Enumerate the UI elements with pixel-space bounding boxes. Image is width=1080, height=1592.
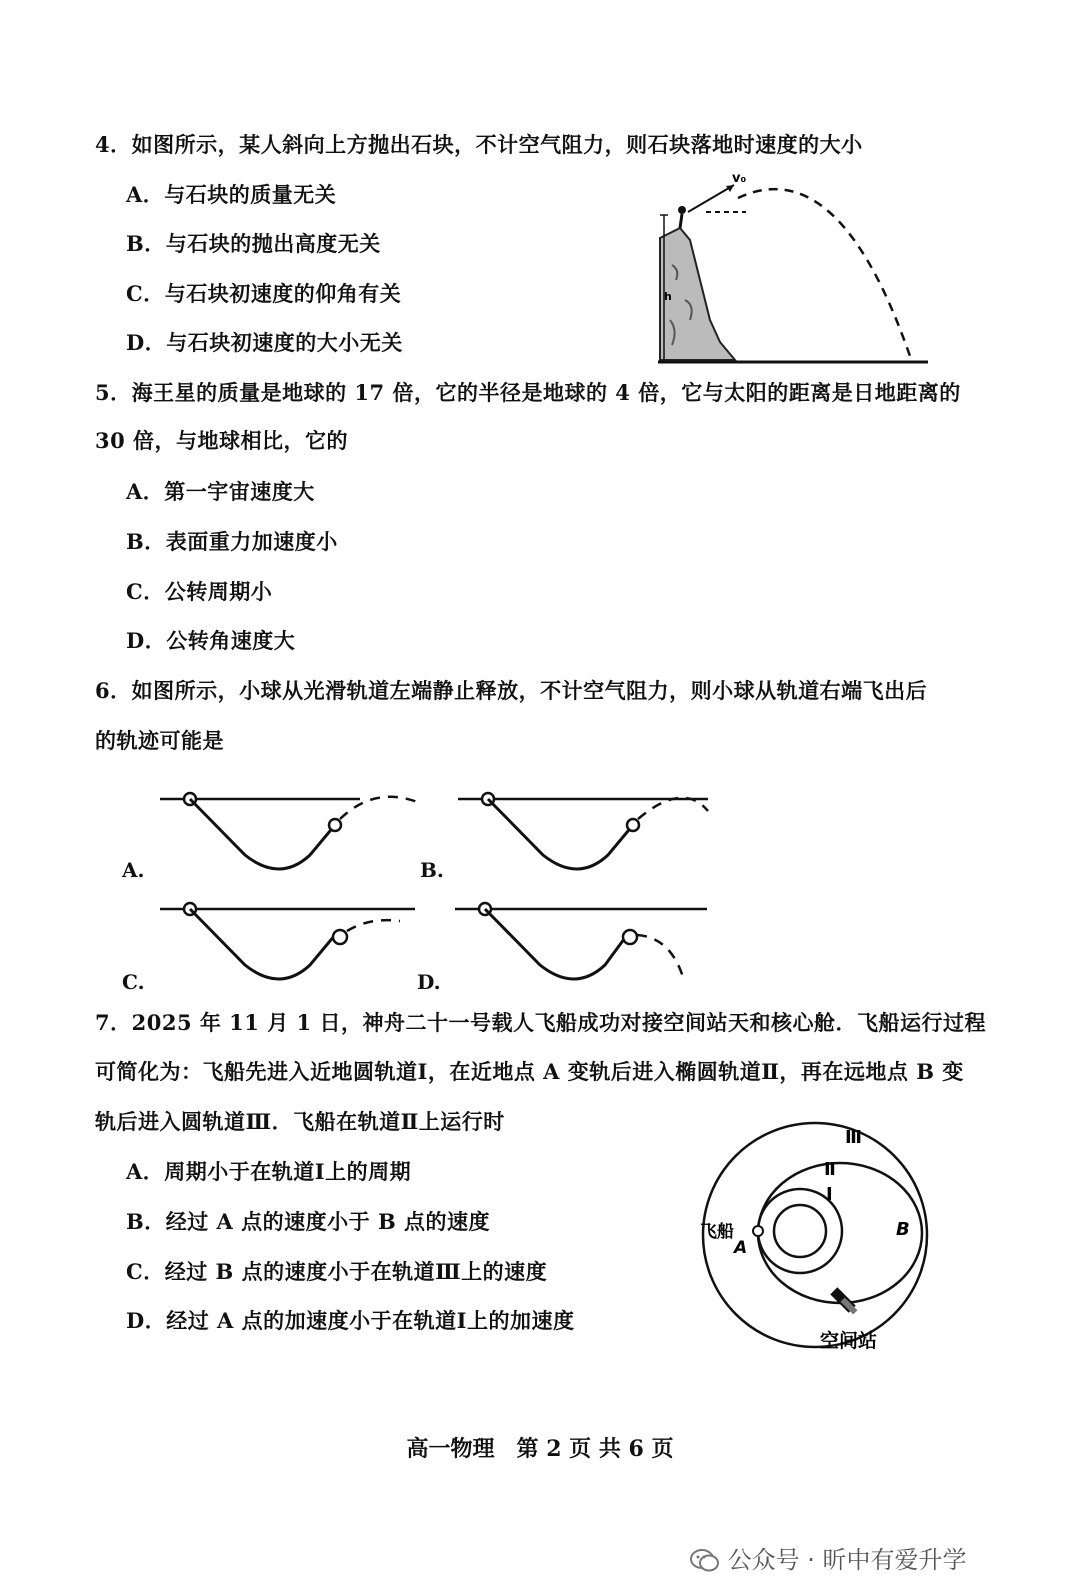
- orbit-2-label: Ⅱ: [824, 1159, 836, 1180]
- q6-stem-line2: 的轨迹可能是: [95, 728, 224, 753]
- q6-track-c: [160, 895, 430, 985]
- q4-option-b: B．与石块的抛出高度无关: [126, 231, 381, 256]
- ship-label: 飞船: [700, 1222, 734, 1242]
- q7-stem-line1: 7．2025 年 11 月 1 日，神舟二十一号载人飞船成功对接空间站天和核心舱．飞船运行过程: [95, 1010, 986, 1035]
- q6-label-a: A.: [122, 858, 145, 882]
- q7-orbit-figure: [690, 1125, 940, 1365]
- q6-track-d: [455, 895, 715, 985]
- q7-stem-line2: 可简化为：飞船先进入近地圆轨道Ⅰ，在近地点 A 变轨后进入椭圆轨道Ⅱ，再在远地点 B 变: [95, 1059, 964, 1084]
- q5-option-a: A．第一宇宙速度大: [126, 479, 315, 504]
- earth: [774, 1205, 826, 1257]
- station-label: 空间站: [820, 1330, 878, 1352]
- q5-option-b: B．表面重力加速度小: [126, 529, 338, 554]
- q6-track-b: [458, 785, 718, 875]
- q4-option-d: D．与石块初速度的大小无关: [126, 330, 403, 355]
- q4-option-c: C．与石块初速度的仰角有关: [126, 281, 402, 306]
- q6-label-d: D.: [417, 970, 441, 994]
- orbit-3-label: Ⅲ: [845, 1127, 863, 1148]
- point-a-label: A: [734, 1238, 748, 1258]
- point-a-marker: [753, 1226, 763, 1236]
- q5-option-c: C．公转周期小: [126, 579, 273, 604]
- q5-stem-line2: 30 倍，与地球相比，它的: [95, 428, 349, 453]
- q5-option-d: D．公转角速度大: [126, 628, 296, 653]
- q7-option-c: C．经过 B 点的速度小于在轨道Ⅲ上的速度: [126, 1259, 548, 1284]
- q4-figure-cliff-throw: [650, 170, 940, 370]
- point-b-label: B: [896, 1219, 910, 1240]
- q6-label-c: C.: [122, 970, 145, 994]
- q7-stem-line3: 轨后进入圆轨道Ⅲ．飞船在轨道Ⅱ上运行时: [95, 1109, 505, 1134]
- q6-stem-line1: 6．如图所示，小球从光滑轨道左端静止释放，不计空气阻力，则小球从轨道右端飞出后: [95, 678, 928, 703]
- q4-stem: 4．如图所示，某人斜向上方抛出石块，不计空气阻力，则石块落地时速度的大小: [95, 132, 863, 157]
- height-label: h: [664, 290, 672, 303]
- q5-stem-line1: 5．海王星的质量是地球的 17 倍，它的半径是地球的 4 倍，它与太阳的距离是日地距离的: [95, 380, 961, 405]
- v0-label: v₀: [732, 171, 747, 186]
- thrower-figure: [680, 214, 682, 228]
- wechat-icon: [690, 1548, 720, 1574]
- watermark: [690, 1540, 967, 1575]
- q6-track-a: [160, 785, 430, 875]
- orbit-3: [703, 1123, 927, 1347]
- q4-option-a: A．与石块的质量无关: [126, 182, 337, 207]
- q6-label-b: B.: [420, 858, 444, 882]
- velocity-arrow: [688, 185, 734, 212]
- page-footer: 高一物理 第 2 页 共 6 页: [406, 1436, 674, 1462]
- watermark-text: 公众号 · 昕中有爱升学: [727, 1546, 967, 1574]
- trajectory-curve: [738, 189, 912, 362]
- q7-option-a: A．周期小于在轨道Ⅰ上的周期: [126, 1159, 412, 1184]
- q7-option-d: D．经过 A 点的加速度小于在轨道Ⅰ上的加速度: [126, 1308, 575, 1333]
- q7-option-b: B．经过 A 点的速度小于 B 点的速度: [126, 1209, 491, 1234]
- space-station-icon: [830, 1287, 857, 1314]
- orbit-1-label: Ⅰ: [826, 1184, 833, 1205]
